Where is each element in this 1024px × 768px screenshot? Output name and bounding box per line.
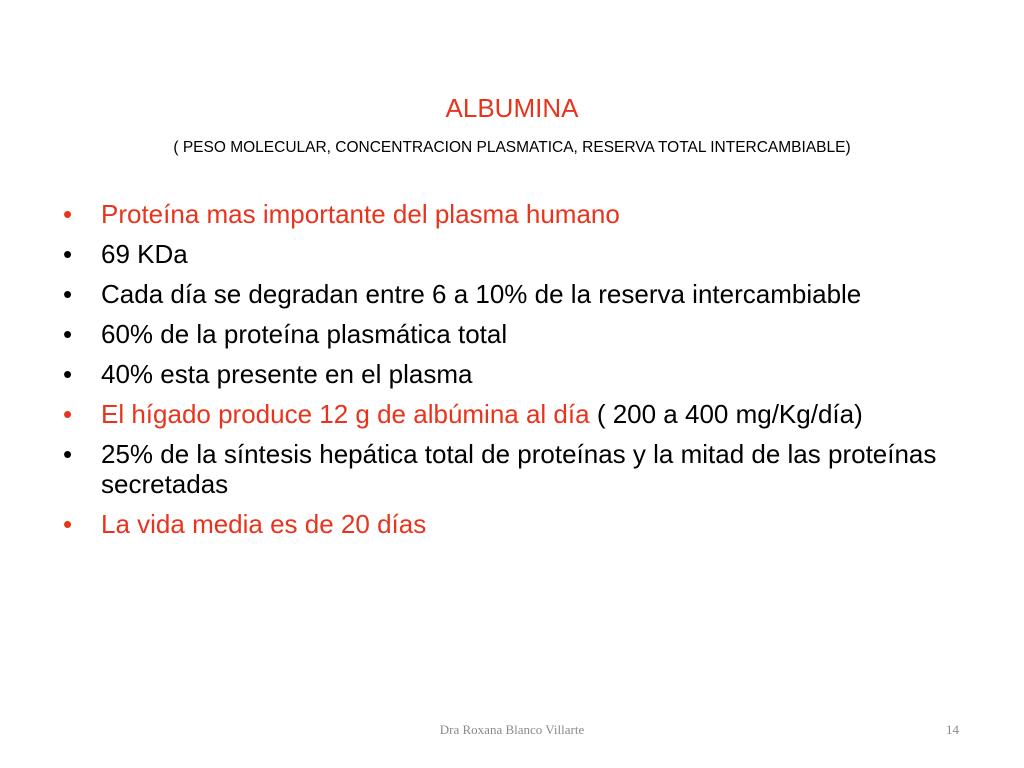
bullet-text: 60% de la proteína plasmática total <box>101 319 508 349</box>
bullet-text-highlight: El hígado produce 12 g de albúmina al día <box>101 399 590 429</box>
bullet-text: La vida media es de 20 días <box>101 509 427 539</box>
bullet-item <box>56 359 976 389</box>
bullet-list <box>56 199 976 549</box>
bullet-item <box>56 399 976 429</box>
bullet-dot: • <box>63 239 73 269</box>
page-number: 14 <box>946 722 959 737</box>
bullet-item <box>56 319 976 349</box>
bullet-text: Proteína mas importante del plasma humano <box>101 199 620 229</box>
bullet-dot: • <box>63 319 73 349</box>
bullet-dot: • <box>63 509 73 539</box>
bullet-text: 69 KDa <box>101 239 188 269</box>
bullet-dot: • <box>63 359 73 389</box>
bullet-dot: • <box>63 279 73 309</box>
bullet-item <box>56 439 976 499</box>
slide-subtitle: ( PESO MOLECULAR, CONCENTRACION PLASMATICA, RESERVA TOTAL INTERCAMBIABLE) <box>173 139 851 156</box>
bullet-text: Cada día se degradan entre 6 a 10% de la reserva intercambiable <box>101 279 862 309</box>
bullet-text: ( 200 a 400 mg/Kg/día) <box>589 399 863 429</box>
bullet-item <box>56 199 976 229</box>
bullet-item <box>56 509 976 539</box>
bullet-dot: • <box>63 199 73 229</box>
bullet-text: 40% esta presente en el plasma <box>101 359 473 389</box>
bullet-dot: • <box>63 399 73 429</box>
bullet-text: 25% de la síntesis hepática total de proteínas y la mitad de las proteínas secretadas <box>101 439 937 499</box>
bullet-dot: • <box>63 439 73 469</box>
bullet-item <box>56 279 976 309</box>
footer-author: Dra Roxana Blanco Villarte <box>439 722 585 737</box>
slide-title: ALBUMINA <box>445 93 579 123</box>
bullet-item <box>56 239 976 269</box>
